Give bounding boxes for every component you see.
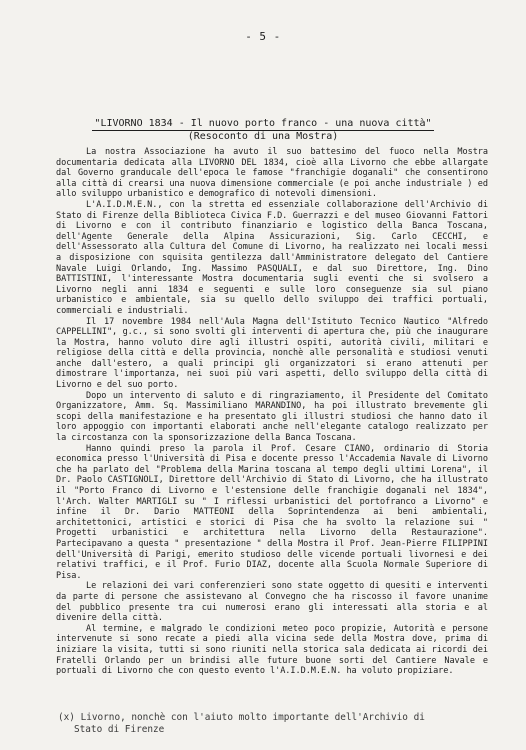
title-block bbox=[0, 118, 526, 143]
paragraph: Dopo un intervento di saluto e di ringraziamento, il Presidente del Comitato Organizzatore, Amm. Sq. Massimiliano MARANDINO, ha poi illustrato brevemente gli scopi della manifestazione e ha presentato gli illustri studiosi che hanno dato il loro appoggio con importanti elaborati anche nell'elegante catalogo realizzato per la circostanza con la sponsorizzazione della Banca Toscana. bbox=[56, 390, 488, 444]
footnote-line: Stato di Firenze bbox=[74, 724, 165, 735]
paragraph: La nostra Associazione ha avuto il suo battesimo del fuoco nella Mostra documentaria dedicata alla LIVORNO DEL 1834, cioè alla Livorno che ebbe allargate dal Governo granducale dell'epoca le famose "franchigie doganali" che consentirono alla città di crearsi una nuova dimensione commerciale (e poi anche industriale ) ed allo sviluppo urbanistico e demografico di notevoli dimensioni. bbox=[56, 147, 488, 200]
document-title: "LIVORNO 1834 - Il nuovo porto franco - una nuova città" bbox=[94, 118, 432, 129]
paragraph: Al termine, e malgrado le condizioni meteo poco propizie, Autorità e persone intervenute si sono recate a piedi alla vicina sede della Mostra dove, prima di iniziare la visita, tutti si sono riuniti nella storica sala dedicata ai ricordi dei Fratelli Orlando per un brindisi alle future buone sorti del Cantiere Navale e portuali di Livorno che con questo evento l'A.I.D.M.E.N. ha voluto propiziare. bbox=[56, 623, 488, 677]
paragraph: Hanno quindi preso la parola il Prof. Cesare CIANO, ordinario di Storia economica presso l'Università di Pisa e docente presso l'Accademia Navale di Livorno che ha parlato del "Problema della Marina toscana al tempo degli ultimi Lorena", il Dr. Paolo CASTIGNOLI, Direttore dell'Archivio di Stato di Livorno, che ha illustrato il "Porto Franco di Livorno e l'estensione delle franchigie doganali nel 1834", l'Arch. Walter MARTIGLI su " I riflessi urbanistici del portofranco a Livorno" e infine il Dr. Dario MATTEONI della Soprintendenza ai beni ambientali, architettonici, artistici e storici di Pisa che ha svolto la relazione sui " Progetti urbanistici e architettura nella Livorno della Restaurazione". Partecipavano a questa " presentazione " della Mostra il Prof. Jean-Pierre FILIPPINI dell'Università di Parigi, emerito studioso delle vicende portuali livornesi e dei relativi traffici, e il Prof. Furio DIAZ, docente alla Scuola Normale Superiore di Pisa. bbox=[56, 443, 488, 581]
paragraph: Il 17 novembre 1984 nell'Aula Magna dell'Istituto Tecnico Nautico "Alfredo CAPPELLINI", g.c., si sono svolti gli interventi di apertura che, più che inaugurare la Mostra, hanno voluto dire agli illustri ospiti, autorità civili, militari e religiose della città e della provincia, nonchè alle personalità e studiosi venuti anche dall'estero, a quali principi gli organizzatori si erano attenuti per dimostrare l'importanza, nei suoi più vari aspetti, dello sviluppo della città di Livorno e del suo porto. bbox=[56, 316, 488, 391]
page-number: - 5 - bbox=[245, 30, 281, 43]
footnote bbox=[58, 712, 498, 736]
body-text bbox=[56, 147, 488, 677]
paragraph: Le relazioni dei vari conferenzieri sono state oggetto di quesiti e interventi da parte di persone che assistevano al Convegno che ha riscosso il favore unanime del pubblico presente tra cui numerosi erano gli interessati alla storia e al divenire della città. bbox=[56, 581, 488, 624]
paragraph: L'A.I.D.M.E.N., con la stretta ed essenziale collaborazione dell'Archivio di Stato di Firenze della Biblioteca Civica F.D. Guerrazzi e del museo Giovanni Fattori di Livorno e con il contributo finanziario e logistico della Banca Toscana, dell'Agente Generale della Alpina Assicurazioni, Sig. Carlo CECCHI, e dell'Assessorato alla Cultura del Comune di Livorno, ha realizzato nei locali messi a disposizione con squisita gentilezza dall'Amministratore delegato del Cantiere Navale Luigi Orlando, Ing. Massimo PASQUALI, e dal suo Direttore, Ing. Dino BATTISTINI, l'interessante Mostra documentaria sugli eventi che si svolsero a Livorno negli anni 1834 e seguenti e sulle loro conseguenze sia sul piano urbanistico e ambientale, sia su quello dello sviluppo dei traffici portuali, commerciali e industriali. bbox=[56, 199, 488, 316]
footnote-line: (x) Livorno, nonchè con l'aiuto molto importante dell'Archivio di bbox=[58, 712, 425, 723]
document-subtitle: (Resoconto di una Mostra) bbox=[187, 131, 339, 142]
